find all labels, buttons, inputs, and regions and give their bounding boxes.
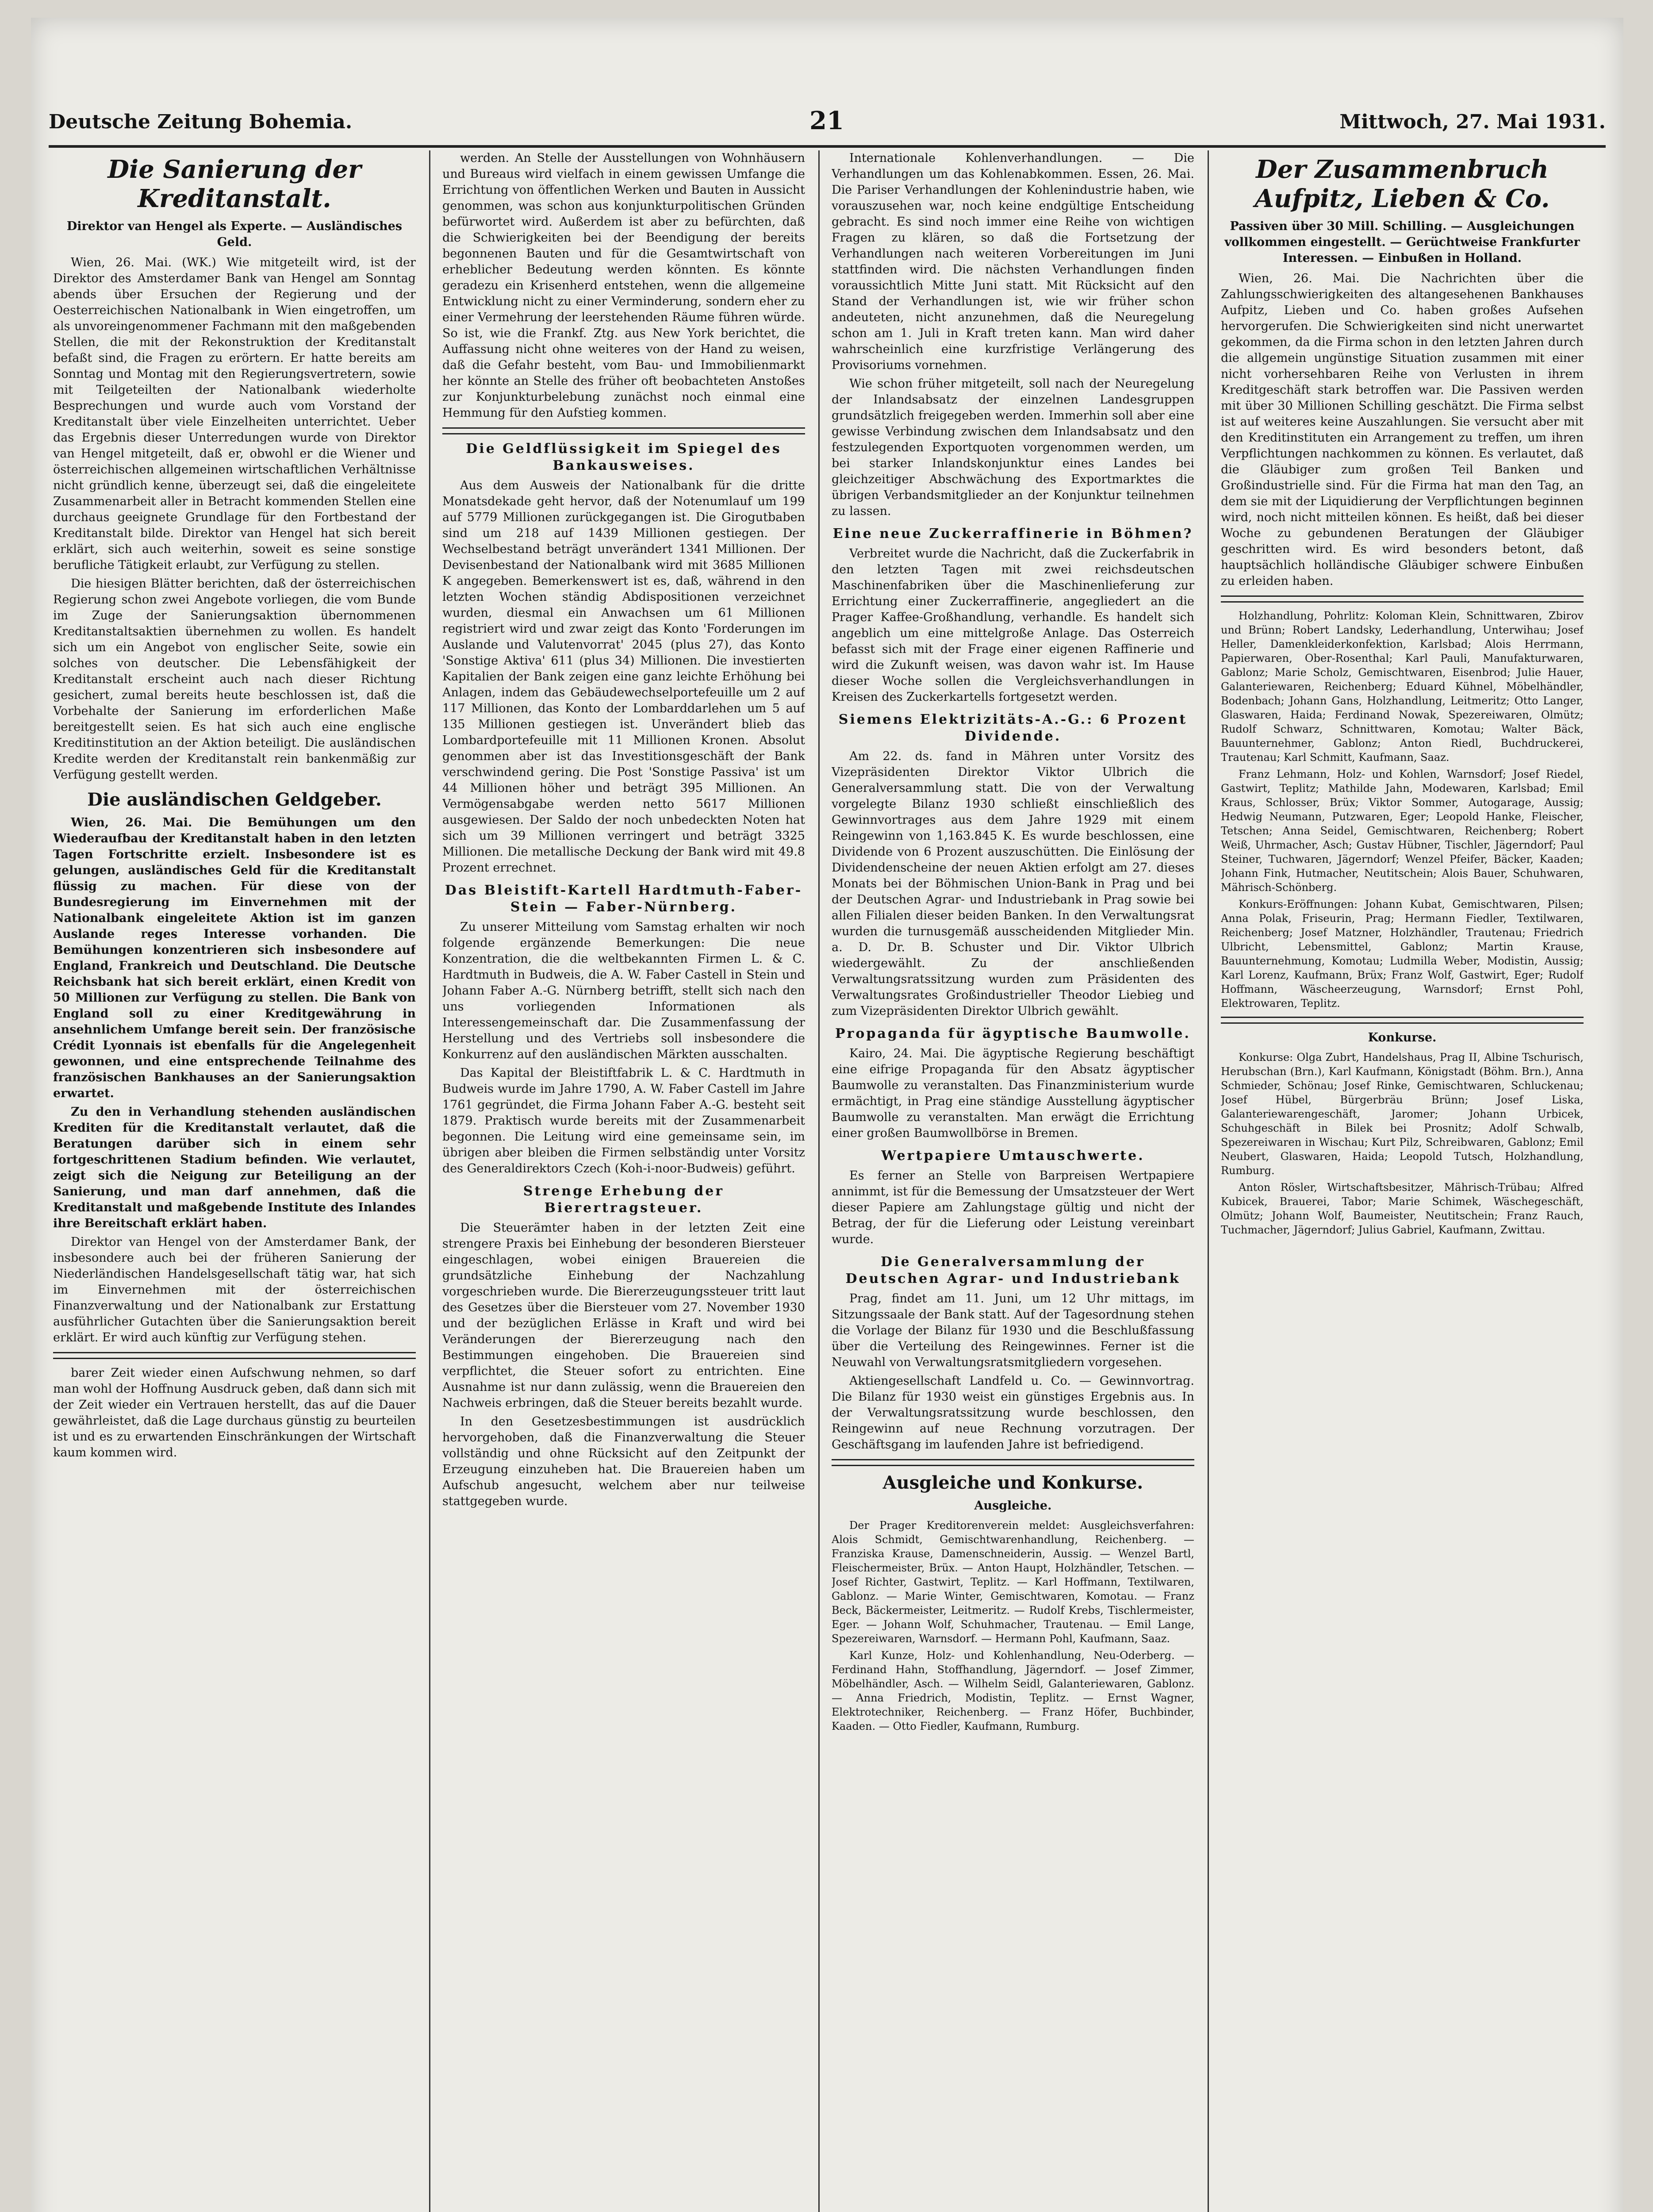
column-4: [1221, 150, 1584, 2212]
article-paragraph: Prag, findet am 11. Juni, um 12 Uhr mittags, im Sitzungssaale der Bank statt. Auf der Tagesordnung stehen die Vorlage der Bilanz für 1930 und die Beschlußfassung über die Verteilung des Reingewinnes. Ferner ist die Neuwahl von Verwaltungsratsmitgliedern vorgesehen.: [832, 1292, 1194, 1369]
list-paragraph: Der Prager Kreditorenverein meldet: Ausgleichsverfahren: Alois Schmidt, Gemischtwarenhandlung, Reichenberg. — Franziska Krause, Damenschneiderin, Aussig. — Wenzel Bartl, Fleischermeister, Brüx. — Anton Haupt, Holzhändler, Tetschen. — Josef Richter, Gastwirt, Teplitz. — Karl Hoffmann, Textilwaren, Gablonz. — Marie Winter, Gemischtwaren, Komotau. — Franz Beck, Bäckermeister, Leitmeritz. — Rudolf Krebs, Tischlermeister, Eger. — Johann Wolf, Schuhmacher, Trautenau. — Emil Lange, Spezereiwaren, Warnsdorf. — Hermann Pohl, Kaufmann, Saaz.: [832, 1519, 1194, 1645]
column-2: [442, 150, 805, 2212]
article-paragraph: Wien, 26. Mai. Die Nachrichten über die Zahlungsschwierigkeiten des altangesehenen Bankhauses Aufpitz, Lieben und Co. haben großes Aufsehen hervorgerufen. Die Schwierigkeiten sind nicht unerwartet gekommen, da die Firma schon in den letzten Jahren durch die allgemein ungünstige Situation zusammen mit einer nicht vorhersehbaren Reihe von Verlusten in ihrem Kreditgeschäft stark betroffen war. Die Passiven werden mit über 30 Millionen Schilling geschätzt. Die Firma selbst ist auf weiteres keine Auszahlungen. Sie versucht aber mit den Kreditinstituten ein Arrangement zu treffen, um ihren Verpflichtungen nachkommen zu können. Es verlautet, daß die Gläubiger zum großen Teil Banken und Großindustrielle sind. Für die Firma hat man den Tag, an dem sie mit der Liquidierung der Verpflichtungen beginnen wird, noch nicht mitteilen können. Es heißt, daß bei dieser Woche zu gebundenen Beratungen der Gläubiger geschritten wird. Es wird besonders betont, daß hauptsächlich holländische Gläubiger schwere Einbußen zu erleiden haben.: [1221, 272, 1584, 588]
newspaper-page: [31, 18, 1623, 2212]
article-paragraph: Das Kapital der Bleistiftfabrik L. & C. Hardtmuth in Budweis wurde im Jahre 1790, A. W. Faber Castell im Jahre 1761 gegründet, die Firma Johann Faber A.-G. besteht seit 1879. Praktisch wurde bereits mit der Zusammenarbeit begonnen. Die Leitung wird eine gemeinsame sein, im übrigen aber bleiben die Firmen selbständig unter Vorsitz des Generaldirektors Czech (Koh-i-noor-Budweis) geführt.: [442, 1066, 805, 1175]
section-title-zuckerraffinerie: Eine neue Zuckerraffinerie in Böhmen?: [832, 526, 1193, 541]
section-title-biersteuer: Strenge Erhebung der Bierertragsteuer.: [523, 1183, 725, 1216]
issue-date: Mittwoch, 27. Mai 1931.: [1339, 111, 1606, 133]
column-separator: [429, 150, 430, 2212]
article-paragraph: Aktiengesellschaft Landfeld u. Co. — Gewinnvortrag. Die Bilanz für 1930 weist ein günstiges Ergebnis aus. In der Verwaltungsratssitzung wurde beschlossen, den Reingewinn auf neue Rechnung vorzutragen. Der Geschäftsgang im laufenden Jahre ist befriedigend.: [832, 1374, 1194, 1452]
section-title-baumwolle: Propaganda für ägyptische Baumwolle.: [835, 1026, 1191, 1041]
newspaper-name: Deutsche Zeitung Bohemia.: [49, 111, 353, 133]
section-title-konkurse: Ausgleiche und Konkurse.: [882, 1472, 1143, 1493]
page-header: [49, 106, 1606, 142]
section-divider: [832, 1459, 1194, 1466]
header-rule: [49, 145, 1606, 148]
list-paragraph: Konkurse: Olga Zubrt, Handelshaus, Prag II, Albine Tschurisch, Herubschan (Brn.), Karl Kaufmann, Königstadt (Böhm. Brn.), Anna Schmieder, Schönau; Josef Rinke, Gemischtwaren, Schluckenau; Josef Hübel, Bürgerbräu Brünn; Josef Liska, Galanteriewarengeschäft, Jaromer; Johann Urbicek, Schuhgeschäft in Bilek bei Prosnitz; Adolf Schwalb, Spezereiwaren in Wischau; Kurt Pilz, Schreibwaren, Gablonz; Emil Neubert, Glaswaren, Haida; Leopold Tutsch, Holzhandlung, Rumburg.: [1221, 1051, 1584, 1177]
section-divider: [1221, 1017, 1584, 1024]
article-paragraph: In den Gesetzesbestimmungen ist ausdrücklich hervorgehoben, daß die Finanzverwaltung die Steuer vollständig und ohne Rücksicht auf den Zeitpunkt der Erzeugung einzuheben hat. Die Brauereien haben um Aufschub angesucht, welchem aber nur teilweise stattgegeben wurde.: [442, 1415, 805, 1508]
section-divider: [53, 1352, 416, 1359]
article-paragraph: Wien, 26. Mai. Die Bemühungen um den Wiederaufbau der Kreditanstalt haben in den letzten Tagen Fortschritte erzielt. Insbesondere ist es gelungen, ausländisches Geld für die Kreditanstalt flüssig zu machen. Für diese von der Bundesregierung im Einvernehmen mit der Nationalbank eingeleitete Aktion ist im ganzen Auslande reges Interesse vorhanden. Die Bemühungen konzentrieren sich insbesondere auf England, Frankreich und Deutschland. Die Deutsche Reichsbank hat sich bereit erklärt, einen Kredit von 50 Millionen zur Verfügung zu stellen. Die Bank von England soll zu einer Kreditgewährung in ansehnlichem Umfange bereit sein. Der französische Crédit Lyonnais ist ebenfalls für die Angelegenheit gewonnen, und eine entsprechende Teilnahme des französischen Bankhauses an der Sanierungsaktion erwartet.: [53, 816, 416, 1100]
article-paragraph: Am 22. ds. fand in Mähren unter Vorsitz des Vizepräsidenten Direktor Viktor Ulbrich die Generalversammlung statt. Die von der Verwaltung vorgelegte Bilanz 1930 schließt einschließlich des Gewinnvortrages aus dem Jahre 1929 mit einem Reingewinn von 1,163.845 K. Es wurde beschlossen, eine Dividende von 6 Prozent auszuschütten. Die Einlösung der Dividendenscheine der neuen Aktien erfolgt am 27. dieses Monats bei der Böhmischen Union-Bank in Prag und bei der Deutschen Agrar- und Industriebank in Prag sowie bei allen Filialen dieser beiden Banken. In den Verwaltungsrat wurden die turnusgemäß ausscheidenden Mitglieder Min. a. D. Dr. B. Schuster und Dir. Viktor Ulbrich wiedergewählt. Zu der anschließenden Verwaltungsratssitzung wurden zum Präsidenten des Verwaltungsrates Großindustrieller Theodor Liebieg und zum Vizepräsidenten Direktor Ulbrich gewählt.: [832, 749, 1194, 1018]
list-paragraph: Karl Kunze, Holz- und Kohlenhandlung, Neu-Oderberg. — Ferdinand Hahn, Stoffhandlung, Jägerndorf. — Josef Zimmer, Möbelhändler, Asch. — Wilhelm Seidl, Galanteriewaren, Gablonz. — Anna Friedrich, Modistin, Teplitz. — Ernst Wagner, Elektrotechniker, Reichenberg. — Franz Höfer, Buchbinder, Kaaden. — Otto Fiedler, Kaufmann, Rumburg.: [832, 1649, 1194, 1732]
article-paragraph: werden. An Stelle der Ausstellungen von Wohnhäusern und Bureaus wird vielfach in einem gewissen Umfange die Errichtung von öffentlichen Werken und Bauten in Aussicht genommen, was schon aus konjunkturpolitischen Gründen befürwortet wird. Außerdem ist aber zu befürchten, daß die Schwierigkeiten bei der Beendigung der bereits begonnenen Bauten und für die Gesamtwirtschaft von erheblicher Bedeutung werden könnten. Es könnte geradezu ein Krisenherd entstehen, wenn die allgemeine Entwicklung nicht zu einer Verminderung, sondern eher zu einer Vermehrung der leerstehenden Räume führen würde. So ist, wie die Frankf. Ztg. aus New York berichtet, die Auffassung nicht ohne weiteres von der Hand zu weisen, daß die Gefahr besteht, vom Bau- und Immobilienmarkt her könnte an Stelle des früher oft beobachteten Anstoßes zur Konjunkturbelebung zunächst noch einmal eine Hemmung für den Aufstieg kommen.: [442, 151, 805, 420]
article-paragraph: Kairo, 24. Mai. Die ägyptische Regierung beschäftigt eine eifrige Propaganda für den Absatz ägyptischer Baumwolle zu veranstalten. Das Finanzministerium wurde ermächtigt, in Prag eine ständige Ausstellung ägyptischer Baumwolle zu veranstalten. Man erwägt die Errichtung einer großen Baumwollbörse in Bremen.: [832, 1047, 1194, 1140]
list-paragraph: Holzhandlung, Pohrlitz: Koloman Klein, Schnittwaren, Zbirov und Brünn; Robert Landsky, Lederhandlung, Unterwihau; Josef Heller, Damenkleiderkonfektion, Karlsbad; Alois Herrmann, Papierwaren, Ober-Rosenthal; Karl Pauli, Manufakturwaren, Gablonz; Marie Scholz, Gemischtwaren, Eisenbrod; Julie Hauer, Galanteriewaren, Reichenberg; Eduard Kühnel, Möbelhändler, Bodenbach; Johann Gans, Holzhandlung, Leitmeritz; Otto Langer, Glaswaren, Haida; Ferdinand Nowak, Spezereiwaren, Olmütz; Rudolf Schwarz, Schnittwaren, Komotau; Walter Bäck, Bauunternehmer, Gablonz; Anton Riedl, Buchdruckerei, Trautenau; Karl Schmitt, Kaufmann, Saaz.: [1221, 610, 1584, 764]
headline-kreditanstalt: Die Sanierung der Kreditanstalt.: [107, 155, 361, 213]
section-title-bankausweis: Die Geldflüssigkeit im Spiegel des Bankausweises.: [466, 441, 782, 473]
section-title-siemens: Siemens Elektrizitäts-A.-G.: 6 Prozent Dividende.: [838, 712, 1188, 744]
section-divider: [1221, 595, 1584, 603]
article-paragraph: Verbreitet wurde die Nachricht, daß die Zuckerfabrik in den letzten Tagen mit zwei reichsdeutschen Maschinenfabriken über die Maschinenlieferung zur Errichtung einer Zuckerraffinerie, angegliedert an die Prager Kaffee-Großhandlung, verhandle. Es handelt sich angeblich um eine mittelgroße Anlage. Das Osterreich befasst sich mit der Frage einer eigenen Raffinerie und wird die Zukunft weisen, was davon wahr ist. Im Hause dieser Woche sollen die Vergleichsverhandlungen in Kreisen des Zuckerkartells fortgesetzt werden.: [832, 547, 1194, 704]
subheadline-aufpitz: Passiven über 30 Mill. Schilling. — Ausgleichungen vollkommen eingestellt. — Gerüchtweise Frankfurter Interessen. — Einbußen in Holland.: [1224, 219, 1580, 265]
column-separator: [1208, 150, 1209, 2212]
article-paragraph: barer Zeit wieder einen Aufschwung nehmen, so darf man wohl der Hoffnung Ausdruck geben, daß dann sich mit der Zeit wieder ein Vertrauen herstellt, das auf die Dauer gewährleistet, daß die Lage durchaus günstig zu beurteilen ist und es zu erwartenden Einschränkungen der Wirtschaft kaum kommen wird.: [53, 1366, 416, 1459]
column-3: [832, 150, 1194, 2212]
article-paragraph: Zu unserer Mitteilung vom Samstag erhalten wir noch folgende ergänzende Bemerkungen: Die neue Konzentration, die die weltbekannten Firmen L. & C. Hardtmuth in Budweis, die A. W. Faber Castell in Stein und Johann Faber A.-G. Nürnberg betrifft, stellt sich nach den uns vorliegenden Informationen als Interessengemeinschaft dar. Die Zusammenfassung der Herstellung und des Vertriebs soll insbesondere die Konkurrenz auf den ausländischen Märkten ausschalten.: [442, 920, 805, 1061]
article-paragraph: Die Steuerämter haben in der letzten Zeit eine strengere Praxis bei Einhebung der besonderen Biersteuer eingeschlagen, wobei einigen Brauereien die grundsätzliche Einhebung der Nachzahlung vorgeschrieben wurde. Die Biererzeugungssteuer tritt laut des Gesetzes über die Biersteuer vom 27. November 1930 und der bezüglichen Erlässe in Kraft und wird bei Veränderungen der Biererzeugung nach den Bestimmungen eingehoben. Die Brauereien sind verpflichtet, die Steuer sofort zu entrichten. Eine Ausnahme ist nur dann zulässig, wenn die Brauereien den Nachweis erbringen, daß die Steuer bereits bezahlt wurde.: [442, 1221, 805, 1410]
column-separator: [818, 150, 820, 2212]
article-paragraph: Direktor van Hengel von der Amsterdamer Bank, der insbesondere auch bei der früheren Sanierung der Niederländischen Handelsgesellschaft tätig war, hat sich im Einvernehmen mit der österreichischen Finanzverwaltung und der Nationalbank zur Erstattung ausführlicher Gutachten über die Sanierungsaktion bereit erklärt. Er wird auch künftig zur Verfügung stehen.: [53, 1235, 416, 1344]
page-number: 21: [809, 106, 844, 135]
section-title-bleistift: Das Bleistift-Kartell Hardtmuth-Faber-Stein — Faber-Nürnberg.: [445, 883, 803, 915]
section-title-wertpapiere: Wertpapiere Umtauschwerte.: [881, 1148, 1145, 1164]
article-paragraph: Zu den in Verhandlung stehenden ausländischen Krediten für die Kreditanstalt verlautet, daß die Beratungen darüber sich in einem sehr fortgeschrittenen Stadium befinden. Wie verlautet, zeigt sich die Neigung zur Beteiligung an der Sanierung, und man darf annehmen, daß die Kreditanstalt und maßgebende Institute des Inlandes ihre Bereitschaft erklärt haben.: [53, 1105, 416, 1230]
article-paragraph: Aus dem Ausweis der Nationalbank für die dritte Monatsdekade geht hervor, daß der Notenumlauf um 199 auf 5779 Millionen zurückgegangen ist. Die Girogutbaben sind um 218 auf 1439 Millionen gestiegen. Der Wechselbestand beträgt unverändert 1341 Millionen. Der Devisenbestand der Nationalbank wird mit 3685 Millionen K angegeben. Bemerkenswert ist es, daß, während in den letzten Wochen ständig Abdispositionen verzeichnet wurden, diesmal ein Anwachsen um 61 Millionen registriert wird und zwar zeigt das Konto 'Forderungen im Auslande und Valutenvorrat' 2045 (plus 27), das Konto 'Sonstige Aktiva' 611 (plus 34) Millionen. Die investierten Kapitalien der Bank zeigen eine ganz leichte Erhöhung bei Anlagen, indem das Gebäudewechselportefeuille um 2 auf 117 Millionen, das Konto der Lombarddarlehen um 5 auf 135 Millionen gestiegen ist. Unverändert blieb das Lombardportefeuille mit 11 Millionen Kronen. Absolut genommen aber ist das Investitionsgeschäft der Bank verschwindend gering. Die Post 'Sonstige Passiva' ist um 44 Millionen höher und beträgt 395 Millionen. An Vermögensabgabe werden netto 5617 Millionen ausgewiesen. Der Saldo der noch unbedeckten Noten hat sich um 39 Millionen verringert und beträgt 3325 Millionen. Die metallische Deckung der Bank wird mit 49.8 Prozent errechnet.: [442, 479, 805, 875]
column-1: [53, 150, 416, 2212]
article-paragraph: Die hiesigen Blätter berichten, daß der österreichischen Regierung schon zwei Angebote vorliegen, die vom Bunde im Zuge der Sanierungsaktion übernommenen Kreditanstaltsaktien übernehmen zu wollen. Es handelt sich um ein Angebot von englischer Seite, sowie ein solches von deutscher. Die Lebensfähigkeit der Kreditanstalt erscheint auch nach dieser Richtung gesichert, zumal bereits heute beschlossen ist, daß die Vorbehalte der Sanierung im erforderlichen Maße bereitgestellt seien. Es hat sich auch eine englische Kreditinstitution an der Aktion beteiligt. Die ausländischen Kredite werden der Kreditanstalt rein bankenmäßig zur Verfügung gestellt werden.: [53, 577, 416, 782]
article-paragraph: Internationale Kohlenverhandlungen. — Die Verhandlungen um das Kohlenabkommen. Essen, 26. Mai. Die Pariser Verhandlungen der Kohlenindustrie haben, wie vorauszusehen war, noch keine endgültige Entscheidung gebracht. Es sind noch immer eine Reihe von wichtigen Fragen zu klären, so daß die Fortsetzung der Verhandlungen nach weiteren Vorbereitungen im Juni stattfinden wird. Die nächsten Verhandlungen finden voraussichtlich Mitte Juni statt. Mit Rücksicht auf den Stand der Verhandlungen ist, wie wir früher schon andeuteten, nicht anzunehmen, daß die Neuregelung schon am 1. Juli in Kraft treten kann. Man wird daher wahrscheinlich eine kurzfristige Verlängerung des Provisoriums vornehmen.: [832, 151, 1194, 372]
headline-aufpitz: Der Zusammenbruch Aufpitz, Lieben & Co.: [1254, 155, 1550, 213]
subsection-ausgleiche: Ausgleiche.: [974, 1499, 1052, 1513]
section-divider: [442, 427, 805, 434]
list-paragraph: Anton Rösler, Wirtschaftsbesitzer, Mährisch-Trübau; Alfred Kubicek, Brauerei, Tabor; Marie Schimek, Wäschegeschäft, Olmütz; Johann Wolf, Baumeister, Neutitschein; Franz Rauch, Tuchmacher, Jägerndorf; Julius Gabriel, Kaufmann, Zwittau.: [1221, 1181, 1584, 1236]
section-title-generalversammlung: Die Generalversammlung der Deutschen Agrar- und Industriebank: [845, 1254, 1181, 1286]
section-title-geldgeber: Die ausländischen Geldgeber.: [87, 789, 382, 810]
subsection-konkurse: Konkurse.: [1368, 1031, 1437, 1045]
article-paragraph: Wien, 26. Mai. (WK.) Wie mitgeteilt wird, ist der Direktor des Amsterdamer Bank van Hengel am Sonntag abends über Ersuchen der Regierung und der Oesterreichischen Nationalbank in Wien eingetroffen, um als unvoreingenommener Fachmann mit den maßgebenden Stellen, die mit der Rekonstruktion der Kreditanstalt befaßt sind, die Fragen zu erörtern. Er hatte bereits am Sonntag und Montag mit den Regierungsvertretern, sowie mit Teilgeteilten der Nationalbank wiederholte Besprechungen und wurde auch vom Vorstand der Kreditanstalt über viele Einzelheiten unterrichtet. Ueber das Ergebnis dieser Unterredungen wurde von Direktor van Hengel mitgeteilt, daß er, obwohl er die Wiener und österreichischen allgemeinen wirtschaftlichen Verhältnisse nicht gründlich kenne, überzeugt sei, daß die eingeleitete Zusammenarbeit aller in Betracht kommenden Stellen eine durchaus geeignete Grundlage für den Fortbestand der Kreditanstalt bilde. Direktor van Hengel hat sich bereit erklärt, sich auch weiterhin, soweit es seine sonstige berufliche Tätigkeit erlaubt, zur Verfügung zu stellen.: [53, 256, 416, 572]
article-paragraph: Es ferner an Stelle von Barpreisen Wertpapiere annimmt, ist für die Bemessung der Umsatzsteuer der Wert dieser Papiere am Zahlungstage gültig und nicht der Betrag, der für die Lieferung oder Leistung vereinbart wurde.: [832, 1169, 1194, 1246]
subheadline-kreditanstalt: Direktor van Hengel als Experte. — Ausländisches Geld.: [66, 219, 403, 249]
list-paragraph: Konkurs-Eröffnungen: Johann Kubat, Gemischtwaren, Pilsen; Anna Polak, Friseurin, Prag; Hermann Fiedler, Textilwaren, Reichenberg; Josef Matzner, Holzhändler, Trautenau; Friedrich Ulbricht, Lebensmittel, Gablonz; Martin Krause, Bauunternehmung, Komotau; Ludmilla Weber, Modistin, Aussig; Karl Lorenz, Kaufmann, Brüx; Franz Wolf, Gastwirt, Eger; Rudolf Hoffmann, Wäscheerzeugung, Warnsdorf; Ernst Pohl, Elektrowaren, Teplitz.: [1221, 898, 1584, 1010]
article-paragraph: Wie schon früher mitgeteilt, soll nach der Neuregelung der Inlandsabsatz der einzelnen Landesgruppen grundsätzlich freigegeben werden. Immerhin soll aber eine gewisse Verbindung zwischen dem Inlandsabsatz und den festzulegenden Exportquoten vorgenommen werden, um bei starker Inlandskonjunktur eines Landes bei gleichzeitiger Abschwächung des Exportmarktes die übrigen Verbandsmitglieder an der Konjunktur teilnehmen zu lassen.: [832, 377, 1194, 518]
list-paragraph: Franz Lehmann, Holz- und Kohlen, Warnsdorf; Josef Riedel, Gastwirt, Teplitz; Mathilde Jahn, Modewaren, Karlsbad; Emil Kraus, Schlosser, Brüx; Viktor Sommer, Autogarage, Aussig; Hedwig Neumann, Putzwaren, Eger; Leopold Hanke, Fleischer, Tetschen; Anna Seidel, Gemischtwaren, Reichenberg; Robert Weiß, Uhrmacher, Asch; Gustav Hübner, Tischler, Jägerndorf; Paul Steiner, Tuchwaren, Jägerndorf; Wenzel Pfeifer, Bäcker, Kaaden; Johann Fink, Hutmacher, Neutitschein; Alois Bauer, Schuhwaren, Mährisch-Schönberg.: [1221, 768, 1584, 894]
